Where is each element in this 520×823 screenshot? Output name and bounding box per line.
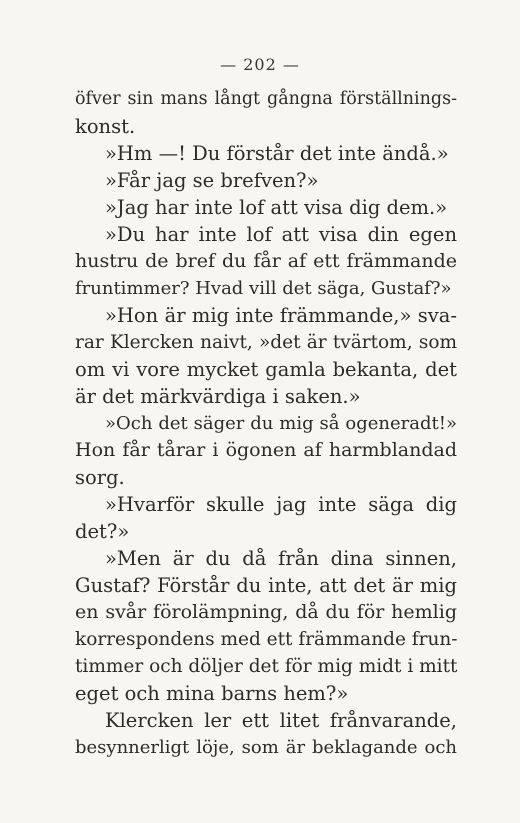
text-line: konst. — [75, 115, 136, 138]
text-line: det?» — [75, 520, 130, 543]
text-line: »Du har inte lof att visa din egen — [105, 223, 457, 246]
text-line: är det märkvärdiga i saken.» — [75, 385, 361, 408]
text-line: »Jag har inte lof att visa dig dem.» — [105, 196, 448, 219]
text-line: om vi vore mycket gamla bekanta, det — [75, 358, 457, 381]
text-line: »Hm —! Du förstår det inte ändå.» — [105, 142, 449, 165]
text-line: eget och mina barns hem?» — [75, 682, 349, 705]
text-line: öfver sin mans långt gångna förställnings- — [75, 89, 457, 109]
text-line: »Hon är mig inte främmande,» sva- — [105, 304, 457, 327]
body-text — [75, 86, 457, 761]
text-line: »Och det säger du mig så ogeneradt!» — [105, 413, 457, 434]
text-line: timmer och döljer det för mig midt i mitt — [75, 656, 458, 677]
text-line: »Hvarför skulle jag inte säga dig — [105, 493, 457, 516]
text-line: en svår förolämpning, då du för hemlig — [75, 601, 457, 623]
text-line: Hon får tårar i ögonen af harmblandad — [75, 439, 457, 461]
text-line: besynnerligt löje, som är beklagande och — [75, 737, 457, 758]
text-line: hustru de bref du får af ett främmande — [75, 250, 457, 272]
page-number: — 202 — — [220, 55, 300, 74]
text-line: sorg. — [75, 466, 125, 489]
text-line: Gustaf? Förstår du inte, att det är mig — [75, 574, 457, 597]
text-line: rar Klercken naivt, »det är tvärtom, som — [75, 332, 457, 353]
text-line: »Får jag se brefven?» — [105, 169, 319, 192]
text-line: Klercken ler ett litet frånvarande, — [105, 709, 457, 732]
text-line: »Men är du då från dina sinnen, — [105, 547, 457, 570]
text-line: korrespondens med ett främmande frun- — [75, 629, 458, 650]
text-line: fruntimmer? Hvad vill det säga, Gustaf?» — [75, 278, 452, 299]
